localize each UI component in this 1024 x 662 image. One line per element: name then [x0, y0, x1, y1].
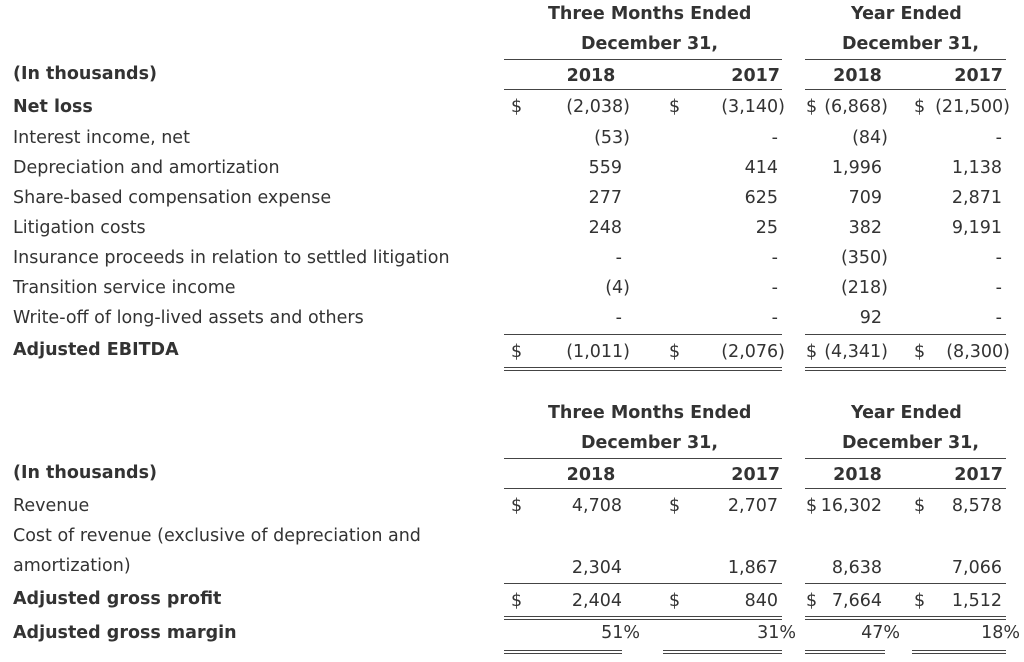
table-cell: (2,076)	[721, 342, 785, 362]
row-label: Transition service income	[13, 278, 236, 298]
year-header: 2018	[566, 465, 616, 485]
table-cell: 559	[588, 158, 622, 178]
row-label: Adjusted EBITDA	[13, 340, 179, 360]
total-double-underline	[504, 367, 782, 371]
year-header: 2017	[954, 465, 1003, 485]
dollar-sign: $	[914, 496, 926, 516]
dollar-sign: $	[511, 591, 523, 611]
row-label-continuation: amortization)	[13, 556, 131, 576]
row-label: Adjusted gross margin	[13, 623, 237, 643]
table-cell: -	[771, 308, 778, 328]
subtotal-line	[504, 583, 782, 584]
table-cell: 709	[848, 188, 882, 208]
table-cell: (84)	[852, 128, 888, 148]
dollar-sign: $	[806, 342, 818, 362]
table-cell: 47%	[861, 623, 900, 643]
total-double-underline	[805, 650, 885, 654]
table-cell: 2,707	[727, 496, 778, 516]
row-label: Write-off of long-lived assets and others	[13, 308, 364, 328]
year-underline	[805, 488, 1006, 489]
row-label: Net loss	[13, 97, 93, 117]
total-double-underline	[805, 367, 1006, 371]
table-cell: 8,638	[831, 558, 882, 578]
row-label: Litigation costs	[13, 218, 146, 238]
table-cell: 7,664	[831, 591, 882, 611]
header-underline	[504, 59, 782, 60]
table-cell: -	[995, 308, 1002, 328]
table-cell: 2,304	[571, 558, 622, 578]
dollar-sign: $	[669, 496, 681, 516]
table-cell: 25	[755, 218, 778, 238]
dollar-sign: $	[914, 342, 926, 362]
table-cell: 840	[744, 591, 778, 611]
table-cell: -	[995, 128, 1002, 148]
dollar-sign: $	[511, 342, 523, 362]
table-cell: -	[615, 308, 622, 328]
table-cell: 248	[588, 218, 622, 238]
table-cell: (2,038)	[566, 97, 630, 117]
total-double-underline	[663, 650, 782, 654]
table-cell: 31%	[757, 623, 796, 643]
table-cell: 414	[744, 158, 778, 178]
table-cell: 1,512	[951, 591, 1002, 611]
dollar-sign: $	[511, 97, 523, 117]
table-cell: -	[995, 248, 1002, 268]
table-cell: (53)	[594, 128, 630, 148]
year-header: 2017	[954, 66, 1003, 86]
units-label: (In thousands)	[13, 463, 157, 483]
subtotal-line	[504, 334, 782, 335]
dollar-sign: $	[806, 97, 818, 117]
table-cell: 1,138	[951, 158, 1002, 178]
three-months-date-header: December 31,	[581, 34, 718, 54]
table-cell: -	[771, 248, 778, 268]
year-underline	[805, 89, 1006, 90]
total-double-underline	[805, 616, 1006, 620]
three-months-date-header: December 31,	[581, 433, 718, 453]
subtotal-line	[805, 334, 1006, 335]
table-cell: 51%	[601, 623, 640, 643]
row-label: Cost of revenue (exclusive of depreciation and	[13, 526, 421, 546]
year-ended-header: Year Ended	[851, 403, 962, 423]
year-underline	[504, 89, 782, 90]
table-cell: (4)	[605, 278, 630, 298]
table-cell: 18%	[981, 623, 1020, 643]
year-ended-header: Year Ended	[851, 4, 962, 24]
header-underline	[805, 59, 1006, 60]
dollar-sign: $	[914, 591, 926, 611]
table-cell: (4,341)	[824, 342, 888, 362]
year-underline	[504, 488, 782, 489]
table-cell: (218)	[840, 278, 888, 298]
header-underline	[504, 458, 782, 459]
table-cell: (3,140)	[721, 97, 785, 117]
table-cell: 8,578	[951, 496, 1002, 516]
dollar-sign: $	[669, 97, 681, 117]
row-label: Insurance proceeds in relation to settled litigation	[13, 248, 450, 268]
subtotal-line	[805, 583, 1006, 584]
row-label: Adjusted gross profit	[13, 589, 222, 609]
header-underline	[805, 458, 1006, 459]
table-cell: -	[771, 278, 778, 298]
dollar-sign: $	[669, 591, 681, 611]
dollar-sign: $	[914, 97, 926, 117]
table-cell: 16,302	[820, 496, 882, 516]
table-cell: -	[615, 248, 622, 268]
table-cell: 9,191	[951, 218, 1002, 238]
table-cell: 1,996	[831, 158, 882, 178]
table-cell: -	[995, 278, 1002, 298]
year-header: 2018	[566, 66, 616, 86]
units-label: (In thousands)	[13, 64, 157, 84]
table-cell: 382	[848, 218, 882, 238]
row-label: Interest income, net	[13, 128, 190, 148]
dollar-sign: $	[806, 591, 818, 611]
table-cell: 1,867	[727, 558, 778, 578]
dollar-sign: $	[511, 496, 523, 516]
total-double-underline	[912, 650, 1006, 654]
table-cell: -	[771, 128, 778, 148]
year-header: 2017	[731, 465, 780, 485]
three-months-header: Three Months Ended	[548, 4, 752, 24]
year-header: 2018	[833, 465, 882, 485]
total-double-underline	[504, 616, 782, 620]
table-cell: 625	[744, 188, 778, 208]
table-cell: 92	[859, 308, 882, 328]
table-cell: (1,011)	[566, 342, 630, 362]
table-cell: 7,066	[951, 558, 1002, 578]
table-cell: 2,871	[951, 188, 1002, 208]
row-label: Depreciation and amortization	[13, 158, 280, 178]
year-header: 2018	[833, 66, 882, 86]
dollar-sign: $	[806, 496, 818, 516]
year-ended-date-header: December 31,	[842, 34, 979, 54]
row-label: Share-based compensation expense	[13, 188, 332, 208]
table-cell: (21,500)	[935, 97, 1010, 117]
year-header: 2017	[731, 66, 780, 86]
row-label: Revenue	[13, 496, 90, 516]
table-cell: (8,300)	[946, 342, 1010, 362]
table-cell: (6,868)	[824, 97, 888, 117]
dollar-sign: $	[669, 342, 681, 362]
three-months-header: Three Months Ended	[548, 403, 752, 423]
table-cell: (350)	[840, 248, 888, 268]
total-double-underline	[504, 650, 622, 654]
year-ended-date-header: December 31,	[842, 433, 979, 453]
table-cell: 2,404	[571, 591, 622, 611]
table-cell: 277	[588, 188, 622, 208]
table-cell: 4,708	[571, 496, 622, 516]
